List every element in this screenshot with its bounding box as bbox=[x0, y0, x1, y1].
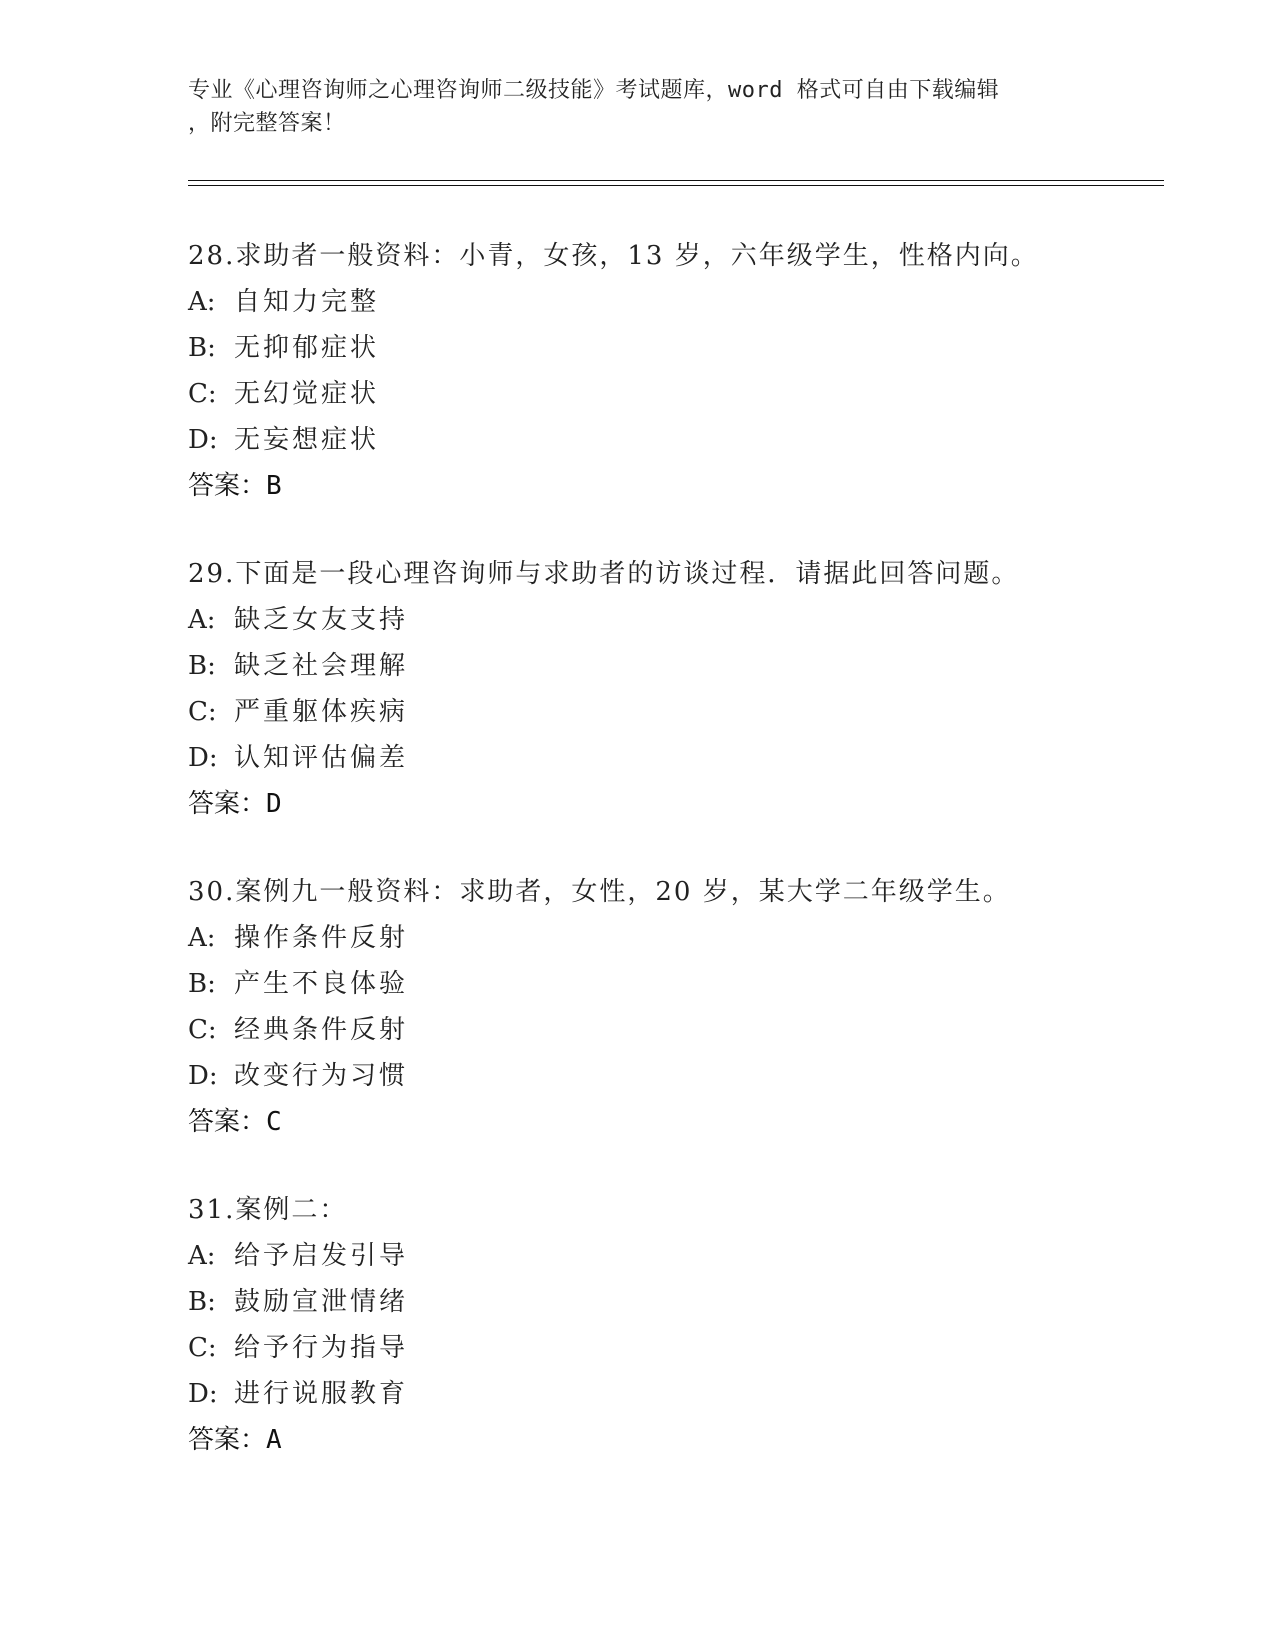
option-a bbox=[188, 1233, 1168, 1279]
option-letter: C: bbox=[188, 1015, 217, 1045]
answer-label: 答案： bbox=[188, 471, 267, 501]
option-letter: D: bbox=[188, 743, 218, 773]
option-text: 鼓励宣泄情绪 bbox=[234, 1287, 409, 1317]
option-text: 缺乏女友支持 bbox=[234, 605, 409, 635]
option-letter: B: bbox=[188, 651, 216, 681]
option-text: 缺乏社会理解 bbox=[234, 651, 409, 681]
option-text: 进行说服教育 bbox=[234, 1379, 409, 1409]
document-header bbox=[188, 74, 1068, 140]
option-letter: C: bbox=[188, 1333, 217, 1363]
option-d bbox=[188, 417, 1168, 463]
answer-line bbox=[188, 1099, 1168, 1145]
option-letter: B: bbox=[188, 1287, 216, 1317]
question-stem: 30.案例九一般资料：求助者，女性，20 岁，某大学二年级学生。 bbox=[188, 877, 1011, 907]
option-c bbox=[188, 1325, 1168, 1371]
question-block bbox=[188, 1187, 1168, 1463]
option-letter: B: bbox=[188, 333, 216, 363]
question-stem: 31.案例二： bbox=[188, 1195, 348, 1225]
option-letter: B: bbox=[188, 969, 216, 999]
option-text: 自知力完整 bbox=[234, 287, 380, 317]
header-line-1: 专业《心理咨询师之心理咨询师二级技能》考试题库，word 格式可自由下载编辑 bbox=[188, 78, 1000, 103]
option-text: 无幻觉症状 bbox=[234, 379, 380, 409]
answer-label: 答案： bbox=[188, 1425, 267, 1455]
option-c bbox=[188, 689, 1168, 735]
option-c bbox=[188, 1007, 1168, 1053]
question-stem: 29.下面是一段心理咨询师与求助者的访谈过程．请据此回答问题。 bbox=[188, 559, 1020, 589]
option-letter: C: bbox=[188, 697, 217, 727]
answer-label: 答案： bbox=[188, 789, 267, 819]
question-block bbox=[188, 551, 1168, 827]
option-text: 无抑郁症状 bbox=[234, 333, 380, 363]
option-text: 严重躯体疾病 bbox=[234, 697, 409, 727]
option-d bbox=[188, 1371, 1168, 1417]
option-text: 经典条件反射 bbox=[234, 1015, 409, 1045]
answer-line bbox=[188, 463, 1168, 509]
option-text: 操作条件反射 bbox=[234, 923, 409, 953]
option-b bbox=[188, 325, 1168, 371]
question-block bbox=[188, 869, 1168, 1145]
option-letter: A: bbox=[188, 605, 216, 635]
option-b bbox=[188, 643, 1168, 689]
option-letter: D: bbox=[188, 425, 218, 455]
option-a bbox=[188, 279, 1168, 325]
answer-line bbox=[188, 781, 1168, 827]
option-letter: C: bbox=[188, 379, 217, 409]
answer-value: A bbox=[266, 1425, 282, 1455]
option-text: 认知评估偏差 bbox=[234, 743, 409, 773]
answer-value: C bbox=[266, 1107, 282, 1137]
question-stem: 28.求助者一般资料：小青，女孩，13 岁，六年级学生，性格内向。 bbox=[188, 241, 1039, 271]
option-letter: D: bbox=[188, 1061, 218, 1091]
option-d bbox=[188, 735, 1168, 781]
option-letter: A: bbox=[188, 923, 216, 953]
option-text: 无妄想症状 bbox=[234, 425, 380, 455]
header-divider-bottom bbox=[188, 185, 1164, 186]
option-a bbox=[188, 915, 1168, 961]
answer-label: 答案： bbox=[188, 1107, 267, 1137]
option-b bbox=[188, 961, 1168, 1007]
option-b bbox=[188, 1279, 1168, 1325]
option-text: 改变行为习惯 bbox=[234, 1061, 409, 1091]
option-letter: A: bbox=[188, 287, 216, 317]
header-line-2: ，附完整答案！ bbox=[188, 111, 346, 136]
option-a bbox=[188, 597, 1168, 643]
option-text: 给予行为指导 bbox=[234, 1333, 409, 1363]
question-block bbox=[188, 233, 1168, 509]
option-text: 产生不良体验 bbox=[234, 969, 409, 999]
answer-value: B bbox=[266, 471, 282, 501]
header-divider-top bbox=[188, 180, 1164, 181]
option-d bbox=[188, 1053, 1168, 1099]
answer-line bbox=[188, 1417, 1168, 1463]
option-letter: A: bbox=[188, 1241, 216, 1271]
answer-value: D bbox=[266, 789, 282, 819]
option-letter: D: bbox=[188, 1379, 218, 1409]
option-text: 给予启发引导 bbox=[234, 1241, 409, 1271]
option-c bbox=[188, 371, 1168, 417]
